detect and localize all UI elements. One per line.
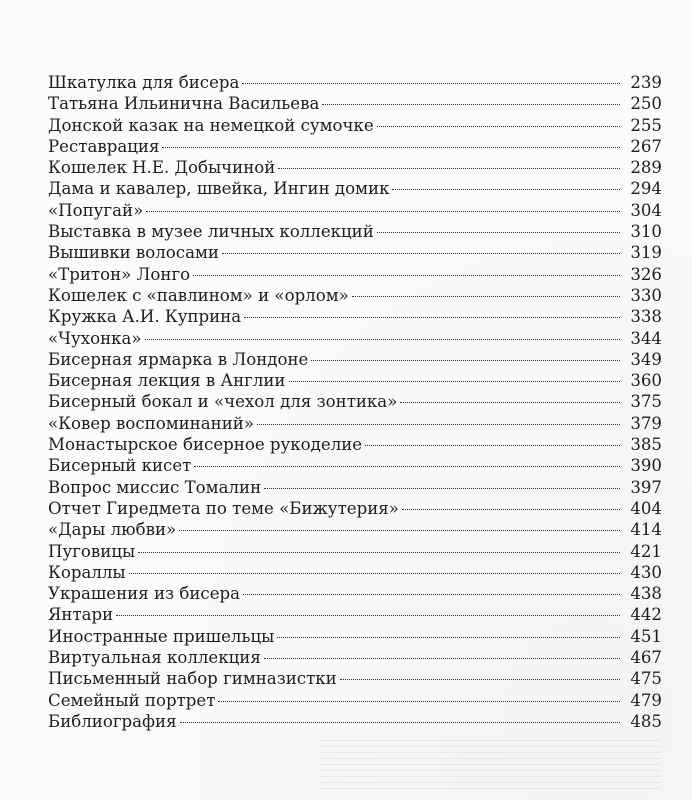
toc-entry (48, 498, 662, 519)
toc-dot-leader (138, 551, 620, 553)
toc-entry-title: Письменный набор гимназистки (48, 669, 337, 689)
toc-entry-page-number: 390 (630, 456, 662, 476)
toc-dot-leader (194, 465, 620, 467)
toc-entry-page-number: 385 (630, 435, 662, 455)
toc-dot-leader (179, 529, 620, 531)
toc-entry-page-number: 338 (630, 307, 662, 327)
toc-entry-title: Кораллы (48, 562, 126, 582)
toc-dot-leader (277, 636, 620, 638)
toc-dot-leader (162, 146, 620, 148)
toc-entry (48, 583, 662, 604)
toc-entry-page-number: 430 (630, 562, 662, 582)
toc-entry-page-number: 421 (630, 541, 662, 561)
toc-entry (48, 306, 662, 327)
toc-entry-title: Дама и кавалер, швейка, Ингин домик (48, 179, 390, 199)
toc-dot-leader (402, 508, 620, 510)
toc-entry (48, 711, 662, 732)
toc-entry (48, 178, 662, 199)
toc-entry (48, 455, 662, 476)
toc-entry-page-number: 304 (630, 200, 662, 220)
toc-entry (48, 434, 662, 455)
toc-entry-page-number: 310 (630, 222, 662, 242)
toc-entry-title: Украшения из бисера (48, 584, 241, 604)
toc-entry (48, 242, 662, 263)
toc-dot-leader (129, 572, 620, 574)
toc-entry-title: Библиография (48, 711, 177, 731)
toc-entry (48, 157, 662, 178)
toc-dot-leader (340, 678, 620, 680)
toc-entry-title: Вышивки волосами (48, 243, 219, 263)
toc-entry-title: Бисерная ярмарка в Лондоне (48, 349, 309, 369)
toc-entry-page-number: 319 (630, 243, 662, 263)
toc-entry-title: «Тритон» Лонго (48, 264, 191, 284)
toc-dot-leader (257, 423, 620, 425)
toc-dot-leader (193, 274, 620, 276)
toc-entry-title: Пуговицы (48, 541, 136, 561)
toc-dot-leader (311, 359, 620, 361)
toc-dot-leader (377, 231, 620, 233)
toc-entry-title: Виртуальная коллекция (48, 648, 261, 668)
toc-dot-leader (242, 82, 620, 84)
toc-entry (48, 647, 662, 668)
toc-entry-title: Донской казак на немецкой сумочке (48, 115, 374, 135)
table-of-contents (48, 72, 662, 732)
toc-dot-leader (392, 188, 620, 190)
toc-entry-title: Шкатулка для бисера (48, 73, 240, 92)
toc-entry (48, 413, 662, 434)
toc-entry-page-number: 479 (630, 690, 662, 710)
toc-entry-page-number: 451 (630, 626, 662, 646)
toc-entry (48, 200, 662, 221)
toc-entry-page-number: 467 (630, 648, 662, 668)
toc-entry-title: «Ковер воспоминаний» (48, 413, 254, 433)
toc-entry (48, 72, 662, 93)
toc-entry-page-number: 294 (630, 179, 662, 199)
toc-entry-page-number: 397 (630, 477, 662, 497)
toc-entry-page-number: 414 (630, 520, 662, 540)
toc-entry (48, 328, 662, 349)
toc-dot-leader (222, 252, 620, 254)
toc-entry (48, 668, 662, 689)
toc-dot-leader (218, 700, 620, 702)
toc-entry-page-number: 326 (630, 264, 662, 284)
toc-entry-title: Янтари (48, 605, 114, 625)
toc-entry-page-number: 485 (630, 711, 662, 731)
toc-entry-page-number: 289 (630, 158, 662, 178)
toc-dot-leader (322, 103, 620, 105)
toc-entry (48, 370, 662, 391)
toc-entry-page-number: 475 (630, 669, 662, 689)
toc-entry-title: Монастырское бисерное рукоделие (48, 435, 363, 455)
toc-entry-title: Татьяна Ильинична Васильева (48, 94, 320, 114)
toc-entry (48, 115, 662, 136)
toc-dot-leader (264, 487, 620, 489)
toc-entry (48, 477, 662, 498)
toc-entry-title: Кошелек с «павлином» и «орлом» (48, 285, 349, 305)
toc-entry (48, 604, 662, 625)
toc-dot-leader (400, 401, 620, 403)
toc-entry (48, 690, 662, 711)
toc-entry-page-number: 375 (630, 392, 662, 412)
toc-entry-page-number: 330 (630, 285, 662, 305)
toc-entry (48, 626, 662, 647)
toc-entry (48, 562, 662, 583)
toc-entry (48, 136, 662, 157)
toc-entry-title: Вопрос миссис Томалин (48, 477, 262, 497)
toc-entry-page-number: 255 (630, 115, 662, 135)
toc-entry (48, 349, 662, 370)
toc-dot-leader (180, 721, 620, 723)
toc-entry-page-number: 404 (630, 498, 662, 518)
toc-dot-leader (145, 338, 620, 340)
toc-entry (48, 93, 662, 114)
toc-entry (48, 264, 662, 285)
toc-dot-leader (377, 125, 620, 127)
toc-entry-title: Бисерный кисет (48, 456, 192, 476)
toc-entry-title: Иностранные пришельцы (48, 626, 275, 646)
toc-entry-title: Отчет Гиредмета по теме «Бижутерия» (48, 498, 399, 518)
toc-dot-leader (365, 444, 620, 446)
toc-dot-leader (243, 593, 620, 595)
toc-entry-title: Выставка в музее личных коллекций (48, 222, 374, 242)
toc-entry-title: Бисерная лекция в Англии (48, 371, 286, 391)
toc-entry-title: Бисерный бокал и «чехол для зонтика» (48, 392, 398, 412)
toc-entry-page-number: 267 (630, 136, 662, 156)
toc-entry-page-number: 438 (630, 584, 662, 604)
toc-dot-leader (116, 614, 620, 616)
toc-dot-leader (278, 167, 620, 169)
toc-entry-title: Реставрация (48, 136, 160, 156)
toc-entry-title: Кошелек Н.Е. Добычиной (48, 158, 276, 178)
toc-entry-page-number: 360 (630, 371, 662, 391)
toc-dot-leader (146, 210, 620, 212)
toc-entry (48, 221, 662, 242)
toc-entry (48, 519, 662, 540)
show-through-text (320, 740, 660, 790)
toc-entry-page-number: 379 (630, 413, 662, 433)
toc-entry-page-number: 349 (630, 349, 662, 369)
toc-dot-leader (289, 380, 621, 382)
toc-dot-leader (352, 295, 620, 297)
toc-entry (48, 285, 662, 306)
toc-entry-title: «Попугай» (48, 200, 144, 220)
toc-dot-leader (264, 657, 620, 659)
toc-entry-page-number: 239 (630, 73, 662, 92)
toc-entry-title: «Дары любви» (48, 520, 177, 540)
toc-entry-page-number: 442 (630, 605, 662, 625)
toc-entry-page-number: 250 (630, 94, 662, 114)
toc-entry-page-number: 344 (630, 328, 662, 348)
toc-entry (48, 391, 662, 412)
toc-entry-title: Кружка А.И. Куприна (48, 307, 242, 327)
toc-dot-leader (244, 316, 620, 318)
toc-entry-title: Семейный портрет (48, 690, 216, 710)
toc-entry (48, 541, 662, 562)
toc-entry-title: «Чухонка» (48, 328, 142, 348)
